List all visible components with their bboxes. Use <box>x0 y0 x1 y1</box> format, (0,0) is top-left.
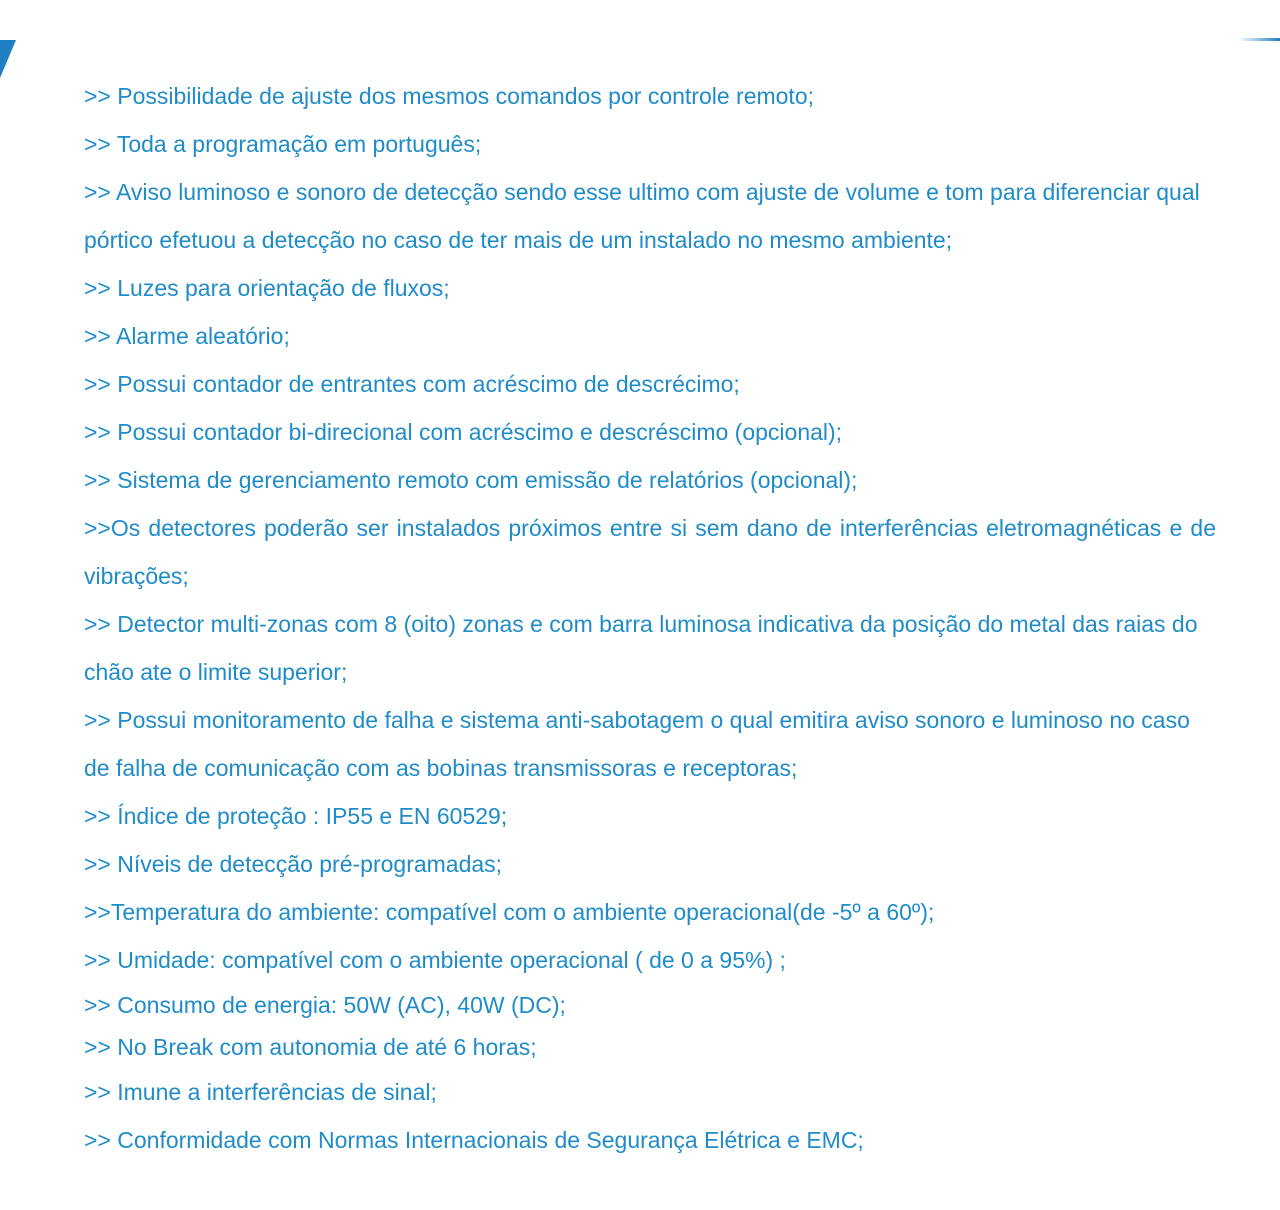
spec-item-bidirectional-counter: >> Possui contador bi-direcional com acréscimo e descréscimo (opcional); <box>84 419 843 445</box>
spec-item-humidity: >> Umidade: compatível com o ambiente operacional ( de 0 a 95%) ; <box>84 947 786 973</box>
spec-item-protection-index: >> Índice de proteção : IP55 e EN 60529; <box>84 803 508 829</box>
spec-item-remote-control: >> Possibilidade de ajuste dos mesmos comandos por controle remoto; <box>84 83 815 109</box>
spec-item-multi-zone: >> Detector multi-zonas com 8 (oito) zonas e com barra luminosa indicativa da posição do metal das raias do chão ate o limite superior; <box>84 611 1198 685</box>
spec-item-detection-levels: >> Níveis de detecção pré-programadas; <box>84 851 503 877</box>
spec-item-power-consumption: >> Consumo de energia: 50W (AC), 40W (DC); <box>84 992 566 1018</box>
spec-item-remote-management: >> Sistema de gerenciamento remoto com emissão de relatórios (opcional); <box>84 467 858 493</box>
spec-item-flow-lights: >> Luzes para orientação de fluxos; <box>84 275 450 301</box>
spec-item-alarm-signal: >> Aviso luminoso e sonoro de detecção sendo esse ultimo com ajuste de volume e tom para diferenciar qual pórtico efetuou a detecção no caso de ter mais de um instalado no mesmo ambiente; <box>84 179 1200 253</box>
specification-list <box>84 72 1216 1164</box>
corner-accent-left <box>0 40 16 78</box>
spec-item-temperature: >>Temperatura do ambiente: compatível com o ambiente operacional(de -5º a 60º); <box>84 899 935 925</box>
corner-accent-right <box>1238 38 1280 41</box>
spec-item-entry-counter: >> Possui contador de entrantes com acréscimo de descrécimo; <box>84 371 740 397</box>
spec-item-signal-immunity: >> Imune a interferências de sinal; <box>84 1079 437 1105</box>
spec-item-detector-placement: >>Os detectores poderão ser instalados próximos entre si sem dano de interferências eletromagnéticas e de vibrações; <box>84 515 1216 589</box>
spec-item-fault-monitoring: >> Possui monitoramento de falha e sistema anti-sabotagem o qual emitira aviso sonoro e luminoso no caso de falha de comunicação com as bobinas transmissoras e receptoras; <box>84 707 1190 781</box>
spec-item-standards-compliance: >> Conformidade com Normas Internacionais de Segurança Elétrica e EMC; <box>84 1127 864 1153</box>
spec-item-portuguese: >> Toda a programação em português; <box>84 131 482 157</box>
spec-item-random-alarm: >> Alarme aleatório; <box>84 323 290 349</box>
spec-item-no-break: >> No Break com autonomia de até 6 horas; <box>84 1034 537 1060</box>
